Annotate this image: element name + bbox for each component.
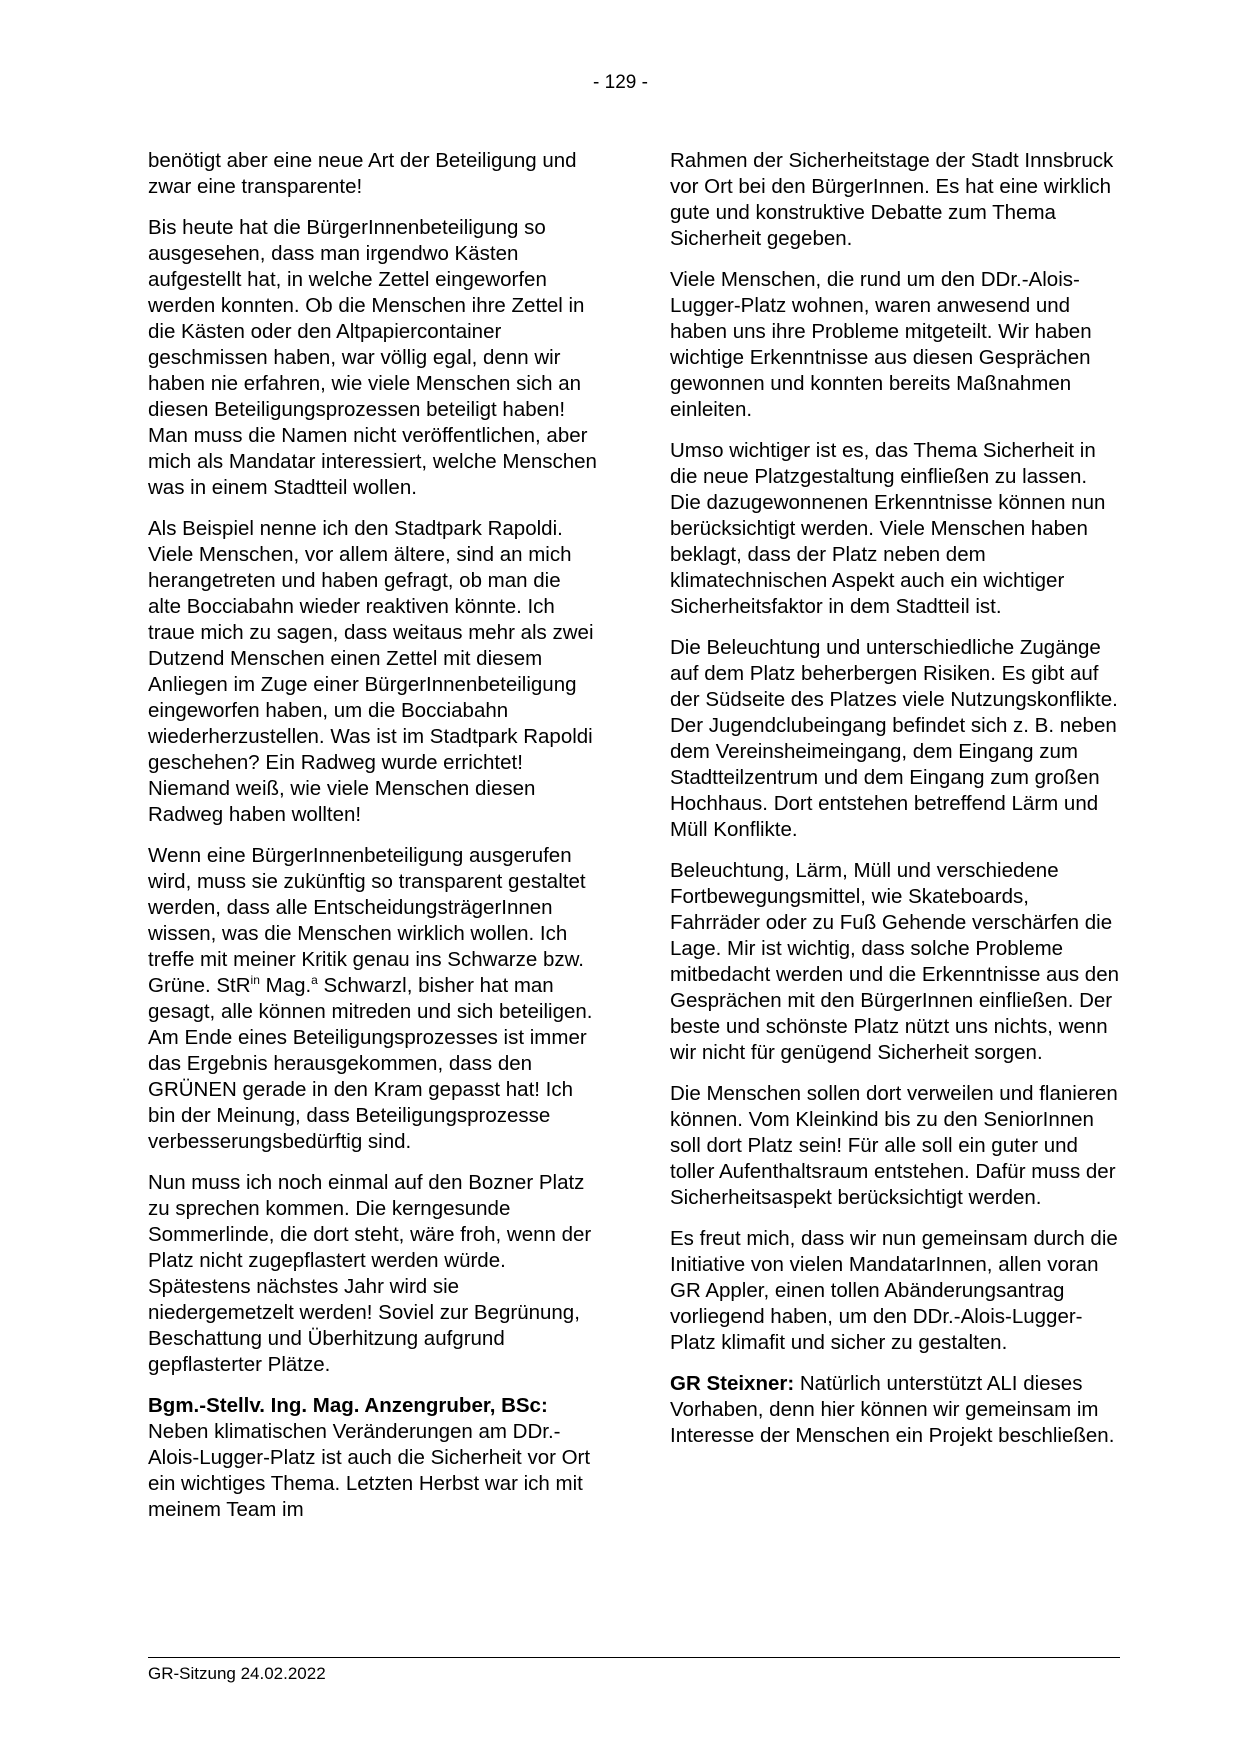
paragraph: Umso wichtiger ist es, das Thema Sicherheit in die neue Platzgestaltung einfließen zu lassen. Die dazugewonnenen Erkenntnisse können nun berücksichtigt werden. Viele Menschen haben beklagt, dass der Platz neben dem klimatechnischen Aspekt auch ein wichtiger Sicherheitsfaktor in dem Stadtteil ist. <box>670 439 1106 618</box>
paragraph: Viele Menschen, die rund um den DDr.-Alois-Lugger-Platz wohnen, waren anwesend und haben uns ihre Probleme mitgeteilt. Wir haben wichtige Erkenntnisse aus diesen Gesprächen gewonnen und konnten bereits Maßnahmen einleiten. <box>670 268 1092 421</box>
paragraph-text: Mag. <box>259 974 312 997</box>
page-number: - 129 - <box>593 72 648 93</box>
speaker-paragraph <box>670 1371 1120 1449</box>
paragraph <box>148 843 598 1155</box>
superscript: a <box>311 973 318 987</box>
superscript: in <box>250 973 260 987</box>
paragraph: benötigt aber eine neue Art der Beteiligung und zwar eine transparente! <box>148 149 577 198</box>
footer-divider <box>148 1657 1120 1658</box>
speaker-name: GR Steixner: <box>670 1372 795 1395</box>
left-column <box>148 148 598 1538</box>
paragraph: Die Beleuchtung und unterschiedliche Zugänge auf dem Platz beherbergen Risiken. Es gibt auf der Südseite des Platzes viele Nutzungskonflikte. Der Jugendclubeingang befindet sich z. B. neben dem Vereinsheimeingang, dem Eingang zum Stadtteilzentrum und dem Eingang zum großen Hochhaus. Dort entstehen betreffend Lärm und Müll Konflikte. <box>670 636 1118 841</box>
paragraph: Die Menschen sollen dort verweilen und flanieren können. Vom Kleinkind bis zu den SeniorInnen soll dort Platz sein! Für alle soll ein guter und toller Aufenthaltsraum entstehen. Dafür muss der Sicherheitsaspekt berücksichtigt werden. <box>670 1082 1118 1209</box>
speaker-name: Bgm.-Stellv. Ing. Mag. Anzengruber, BSc: <box>148 1394 548 1417</box>
speech-text: Neben klimatischen Veränderungen am DDr.-Alois-Lugger-Platz ist auch die Sicherheit vor Ort ein wichtiges Thema. Letzten Herbst war ich mit meinem Team im <box>148 1420 591 1521</box>
paragraph: Es freut mich, dass wir nun gemeinsam durch die Initiative von vielen MandatarInnen, allen voran GR Appler, einen tollen Abänderungsantrag vorliegend haben, um den DDr.-Alois-Lugger-Platz klimafit und sicher zu gestalten. <box>670 1227 1118 1354</box>
speaker-paragraph <box>148 1393 598 1523</box>
paragraph-text: Wenn eine BürgerInnenbeteiligung ausgerufen wird, muss sie zukünftig so transparent gestaltet werden, dass alle EntscheidungsträgerInnen wissen, was die Menschen wirklich wollen. Ich treffe mit meiner Kritik genau ins Schwarze bzw. Grüne. StR <box>148 844 586 997</box>
paragraph: Rahmen der Sicherheitstage der Stadt Innsbruck vor Ort bei den BürgerInnen. Es hat eine wirklich gute und konstruktive Debatte zum Thema Sicherheit gegeben. <box>670 149 1114 250</box>
paragraph: Nun muss ich noch einmal auf den Bozner Platz zu sprechen kommen. Die kerngesunde Sommerlinde, die dort steht, wäre froh, wenn der Platz nicht zugepflastert werden würde. Spätestens nächstes Jahr wird sie niedergemetzelt werden! Soviel zur Begrünung, Beschattung und Überhitzung aufgrund gepflasterter Plätze. <box>148 1171 592 1376</box>
footer-session-date: GR-Sitzung 24.02.2022 <box>148 1664 326 1683</box>
right-column <box>670 148 1120 1464</box>
paragraph: Bis heute hat die BürgerInnenbeteiligung so ausgesehen, dass man irgendwo Kästen aufgestellt hat, in welche Zettel eingeworfen werden konnten. Ob die Menschen ihre Zettel in die Kästen oder den Altpapiercontainer geschmissen haben, war völlig egal, denn wir haben nie erfahren, wie viele Menschen sich an diesen Beteiligungsprozessen beteiligt haben! Man muss die Namen nicht veröffentlichen, aber mich als Mandatar interessiert, welche Menschen was in einem Stadtteil wollen. <box>148 216 597 499</box>
speech-text: Natürlich unterstützt ALI dieses Vorhaben, denn hier können wir gemeinsam im Interesse der Menschen ein Projekt beschließen. <box>670 1372 1115 1447</box>
paragraph-text: Schwarzl, bisher hat man gesagt, alle können mitreden und sich beteiligen. Am Ende eines Beteiligungsprozesses ist immer das Ergebnis herausgekommen, dass den GRÜNEN gerade in den Kram gepasst hat! Ich bin der Meinung, dass Beteiligungsprozesse verbesserungsbedürftig sind. <box>148 974 593 1153</box>
paragraph: Als Beispiel nenne ich den Stadtpark Rapoldi. Viele Menschen, vor allem ältere, sind an mich herangetreten und haben gefragt, ob man die alte Bocciabahn wieder reaktiven könnte. Ich traue mich zu sagen, dass weitaus mehr als zwei Dutzend Menschen einen Zettel mit diesem Anliegen im Zuge einer BürgerInnenbeteiligung eingeworfen haben, um die Bocciabahn wiederherzustellen. Was ist im Stadtpark Rapoldi geschehen? Ein Radweg wurde errichtet! Niemand weiß, wie viele Menschen diesen Radweg haben wollten! <box>148 517 594 826</box>
paragraph: Beleuchtung, Lärm, Müll und verschiedene Fortbewegungsmittel, wie Skateboards, Fahrräder oder zu Fuß Gehende verschärfen die Lage. Mir ist wichtig, dass solche Probleme mitbedacht werden und die Erkenntnisse aus den Gesprächen mit den BürgerInnen einfließen. Der beste und schönste Platz nützt uns nichts, wenn wir nicht für genügend Sicherheit sorgen. <box>670 859 1120 1064</box>
